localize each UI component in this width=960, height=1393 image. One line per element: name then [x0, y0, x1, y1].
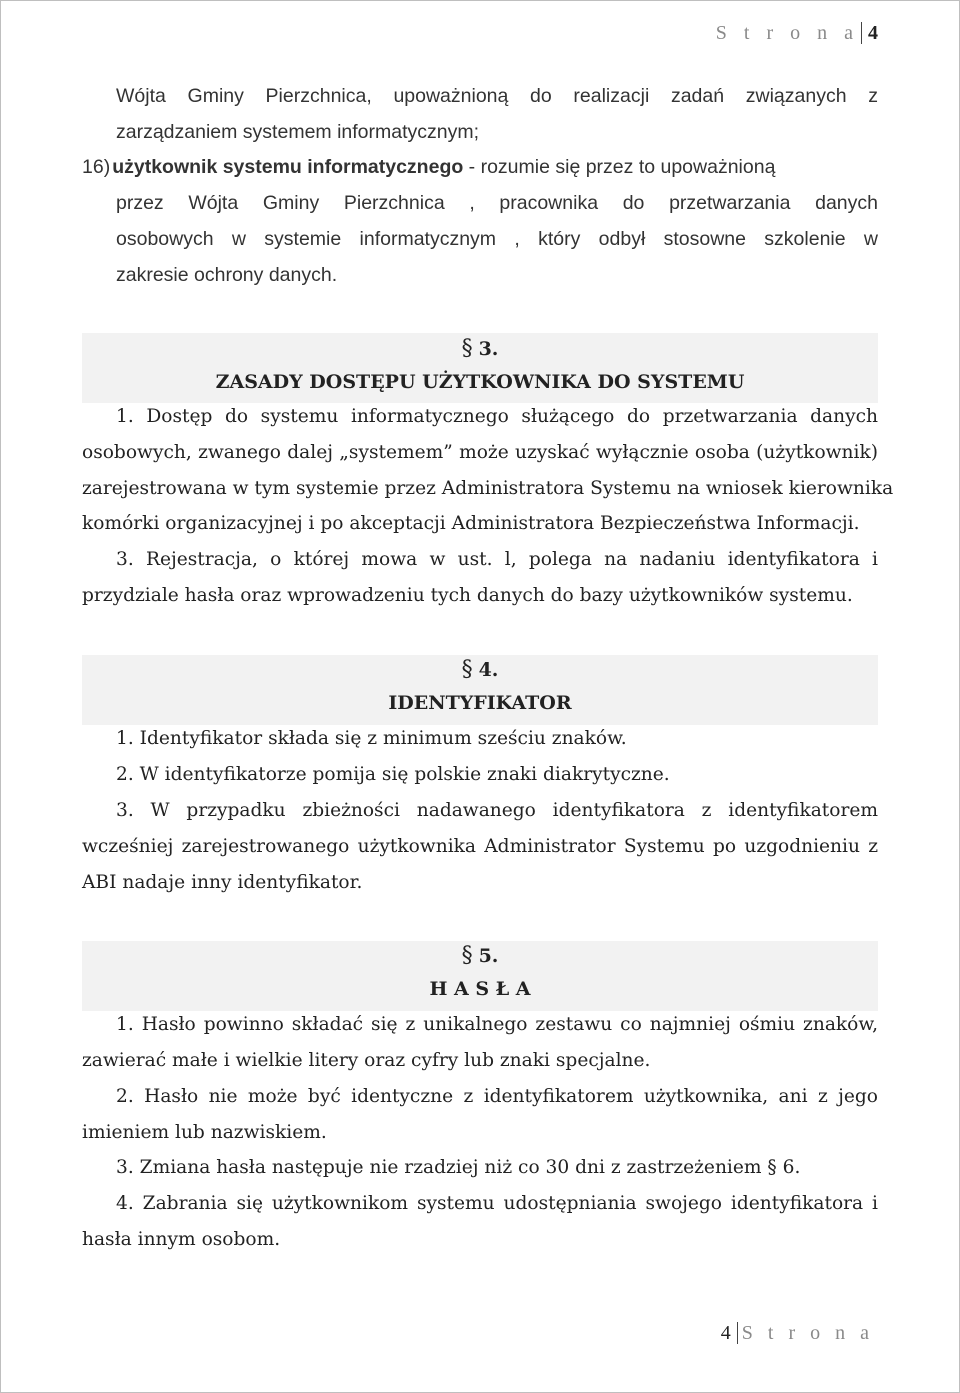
- definition-item-16: [82, 155, 878, 179]
- section-3-line-5: 3. Rejestracja, o której mowa w ust. l, polega na nadaniu identyfikatora i: [116, 549, 878, 570]
- section-5-line-6: 4. Zabrania się użytkownikom systemu udostępniania swojego identyfikatora i: [116, 1193, 878, 1214]
- section-5-line-3: 2. Hasło nie może być identyczne z identyfikatorem użytkownika, ani z jego: [116, 1086, 878, 1107]
- footer-page-number: 4: [721, 1322, 738, 1344]
- section-5-number: § 5.: [461, 943, 499, 968]
- section-3-line-6: przydziale hasła oraz wprowadzeniu tych danych do bazy użytkowników systemu.: [82, 585, 853, 606]
- section-3-title: ZASADY DOSTĘPU UŻYTKOWNIKA DO SYSTEMU: [215, 371, 745, 393]
- intro-line-1: Wójta Gminy Pierzchnica, upoważnioną do realizacji zadań związanych z: [116, 85, 878, 107]
- section-4-line-1: 1. Identyfikator składa się z minimum sześciu znaków.: [116, 728, 627, 749]
- section-4-line-5: ABI nadaje inny identyfikator.: [82, 872, 363, 893]
- section-3-number: § 3.: [461, 336, 499, 361]
- section-4-title: IDENTYFIKATOR: [388, 692, 572, 714]
- section-5-title: H A S Ł A: [429, 978, 531, 1000]
- intro-line-5: osobowych w systemie informatycznym , który odbył stosowne szkolenie w: [116, 228, 878, 250]
- section-4-line-2: 2. W identyfikatorze pomija się polskie znaki diakrytyczne.: [116, 764, 670, 785]
- page-footer: [721, 1322, 874, 1345]
- header-label: S t r o n a: [715, 22, 859, 44]
- paragraph-sign: §: [461, 657, 473, 682]
- paragraph-sign: §: [461, 943, 473, 968]
- section-5-line-4: imieniem lub nazwiskiem.: [82, 1122, 327, 1143]
- item-term: użytkownik systemu informatycznego: [112, 156, 464, 178]
- section-4-line-4: wcześniej zarejestrowanego użytkownika Administrator Systemu po uzgodnieniu z: [82, 836, 878, 857]
- item-text: - rozumie się przez to upoważnioną: [463, 156, 776, 178]
- item-number: 16): [82, 156, 111, 178]
- section-3-line-4: komórki organizacyjnej i po akceptacji Administratora Bezpieczeństwa Informacji.: [82, 513, 860, 534]
- intro-line-6: zakresie ochrony danych.: [116, 264, 338, 286]
- section-3-line-1: 1. Dostęp do systemu informatycznego służącego do przetwarzania danych: [116, 406, 878, 427]
- section-3-line-3: zarejestrowana w tym systemie przez Administratora Systemu na wniosek kierownika: [82, 478, 894, 499]
- section-4-number: § 4.: [461, 657, 499, 682]
- paragraph-sign: §: [461, 336, 473, 361]
- header-page-number: 4: [861, 22, 878, 44]
- section-5-line-1: 1. Hasło powinno składać się z unikalnego zestawu co najmniej ośmiu znaków,: [116, 1014, 878, 1035]
- intro-line-2: zarządzaniem systemem informatycznym;: [116, 121, 480, 143]
- section-5-line-7: hasła innym osobom.: [82, 1229, 281, 1250]
- section-3-line-2: osobowych, zwanego dalej „systemem” może uzyskać wyłącznie osoba (użytkownik): [82, 442, 878, 463]
- section-5-line-2: zawierać małe i wielkie litery oraz cyfry lub znaki specjalne.: [82, 1050, 651, 1071]
- intro-line-4: przez Wójta Gminy Pierzchnica , pracownika do przetwarzania danych: [116, 192, 878, 214]
- section-4-line-3: 3. W przypadku zbieżności nadawanego identyfikatora z identyfikatorem: [116, 800, 878, 821]
- section-5-line-5: 3. Zmiana hasła następuje nie rzadziej niż co 30 dni z zastrzeżeniem § 6.: [116, 1157, 801, 1178]
- page-header: [716, 22, 878, 45]
- footer-label: S t r o n a: [741, 1322, 874, 1344]
